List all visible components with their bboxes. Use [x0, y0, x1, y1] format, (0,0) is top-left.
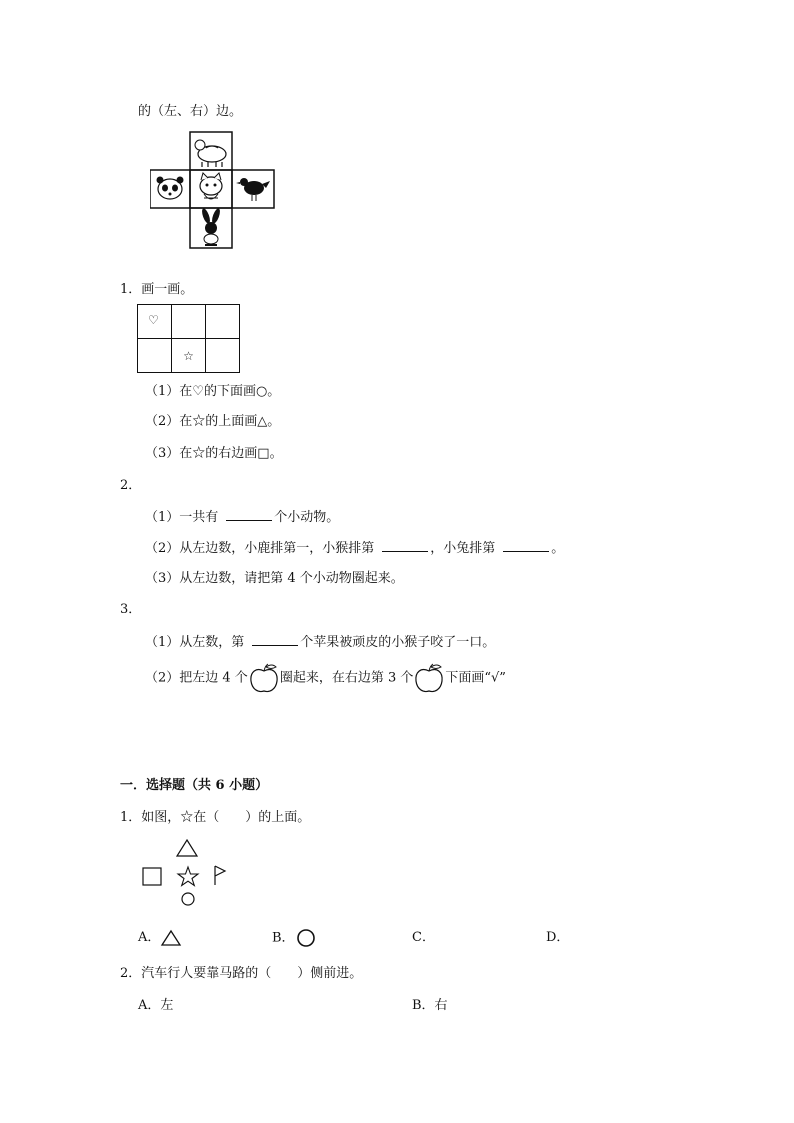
mc1-option-b[interactable]: B． — [272, 928, 317, 949]
triangle-icon — [177, 840, 197, 856]
section-heading: 一．选择题（共 6 小题） — [120, 778, 269, 793]
mc2-option-a[interactable]: A．左 — [138, 998, 174, 1013]
rabbit-icon — [200, 207, 221, 245]
sheep-icon — [195, 140, 226, 167]
answer-blank[interactable] — [252, 634, 298, 646]
continued-text: 的（左、右）边。 — [138, 104, 243, 119]
q3-item-1: （1）从左数，第 个苹果被顽皮的小猴子咬了一口。 — [145, 635, 496, 650]
q1-item-3: （3）在☆的右边画□。 — [145, 446, 283, 461]
q1-title: 1．画一画。 — [120, 282, 194, 297]
square-icon — [143, 868, 161, 885]
heart-icon: ♡ — [148, 313, 159, 327]
heart-icon: ♡ — [192, 384, 204, 399]
grid-cell — [206, 305, 240, 339]
apple-icon — [248, 662, 280, 694]
bird-icon — [236, 178, 270, 201]
mc2-option-b[interactable]: B．右 — [412, 998, 448, 1013]
circle-icon — [295, 928, 317, 948]
mc1-figure — [137, 836, 232, 910]
panda-icon — [157, 177, 184, 200]
q2-item-2: （2）从左边数，小鹿排第一，小猴排第 ，小兔排第 。 — [145, 541, 565, 556]
animal-cross-figure — [150, 128, 276, 253]
apple-icon — [413, 662, 445, 694]
drawing-grid — [137, 304, 240, 373]
star-icon: ☆ — [192, 414, 206, 429]
grid-cell-heart — [138, 305, 172, 339]
q2-item-1: （1）一共有 个小动物。 — [145, 510, 340, 525]
answer-blank[interactable] — [382, 540, 428, 552]
star-icon: ☆ — [192, 446, 206, 461]
mc1-option-d[interactable]: D． — [546, 930, 570, 945]
grid-cell — [172, 305, 206, 339]
mc1-option-c[interactable]: C． — [412, 930, 435, 945]
mc2-question: 2．汽车行人要靠马路的（ ）侧前进。 — [120, 966, 363, 981]
grid-cell — [206, 339, 240, 373]
q2-title: 2． — [120, 478, 142, 493]
triangle-icon — [160, 929, 182, 947]
q1-item-1: （1）在♡的下面画○。 — [145, 384, 281, 399]
star-icon: ☆ — [183, 348, 194, 363]
cat-icon — [200, 173, 222, 199]
q3-title: 3． — [120, 602, 142, 617]
flag-icon — [215, 866, 225, 885]
circle-icon — [182, 893, 194, 905]
answer-blank[interactable] — [226, 509, 272, 521]
q1-item-2: （2）在☆的上面画△。 — [145, 414, 281, 429]
answer-blank[interactable] — [503, 540, 549, 552]
q2-item-3: （3）从左边数，请把第 4 个小动物圈起来。 — [145, 571, 404, 586]
grid-cell-star — [172, 339, 206, 373]
q3-item-2: （2）把左边 4 个 圈起来，在右边第 3 个 下面画“√” — [145, 662, 506, 694]
grid-cell — [138, 339, 172, 373]
mc1-question: 1．如图，☆在（ ）的上面。 — [120, 810, 311, 825]
star-icon — [178, 867, 198, 886]
mc1-option-a[interactable]: A． — [138, 928, 182, 948]
